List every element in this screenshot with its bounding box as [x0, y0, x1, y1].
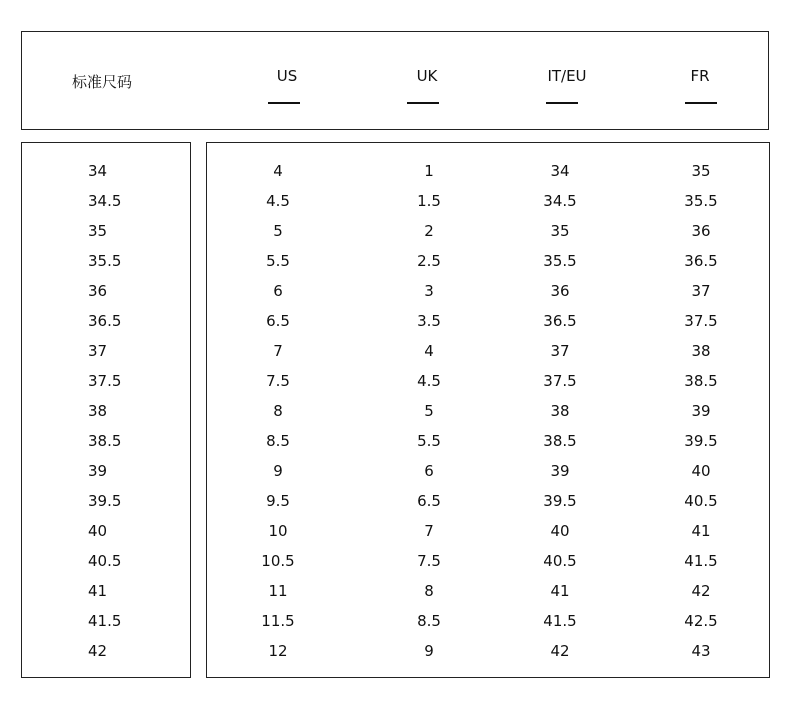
- cell-uk: 5.5: [417, 432, 441, 450]
- cell-us: 11: [268, 582, 288, 600]
- cell-uk: 6: [424, 462, 434, 480]
- cell-uk: 8.5: [417, 612, 441, 630]
- cell-fr: 42: [691, 582, 711, 600]
- cell-uk: 9: [424, 642, 434, 660]
- cell-it-eu: 35: [550, 222, 570, 240]
- cell-uk: 4.5: [417, 372, 441, 390]
- cell-it-eu: 38: [550, 402, 570, 420]
- cell-fr: 43: [691, 642, 711, 660]
- cell-uk: 8: [424, 582, 434, 600]
- cell-uk: 7.5: [417, 552, 441, 570]
- column-header-us-underline: [268, 102, 300, 104]
- cell-us: 12: [268, 642, 288, 660]
- cell-fr: 35.5: [684, 192, 718, 210]
- cell-standard-size: 40.5: [88, 552, 122, 570]
- column-header-fr: FR: [690, 67, 710, 85]
- cell-us: 4.5: [266, 192, 290, 210]
- cell-standard-size: 38.5: [88, 432, 122, 450]
- cell-it-eu: 40: [550, 522, 570, 540]
- cell-us: 8.5: [266, 432, 290, 450]
- cell-it-eu: 34: [550, 162, 570, 180]
- cell-standard-size: 38: [88, 402, 108, 420]
- cell-us: 11.5: [261, 612, 295, 630]
- cell-uk: 4: [424, 342, 434, 360]
- cell-it-eu: 34.5: [543, 192, 577, 210]
- cell-uk: 1.5: [417, 192, 441, 210]
- cell-fr: 41.5: [684, 552, 718, 570]
- cell-us: 10.5: [261, 552, 295, 570]
- size-chart-header: [21, 31, 769, 130]
- column-header-fr-underline: [685, 102, 717, 104]
- cell-it-eu: 39: [550, 462, 570, 480]
- cell-uk: 6.5: [417, 492, 441, 510]
- cell-it-eu: 39.5: [543, 492, 577, 510]
- cell-us: 6.5: [266, 312, 290, 330]
- cell-fr: 39.5: [684, 432, 718, 450]
- cell-standard-size: 34.5: [88, 192, 122, 210]
- cell-standard-size: 41: [88, 582, 108, 600]
- cell-fr: 36.5: [684, 252, 718, 270]
- cell-standard-size: 35: [88, 222, 108, 240]
- cell-us: 6: [273, 282, 283, 300]
- column-header-uk-underline: [407, 102, 439, 104]
- cell-uk: 1: [424, 162, 434, 180]
- cell-us: 7.5: [266, 372, 290, 390]
- cell-uk: 2: [424, 222, 434, 240]
- cell-us: 5: [273, 222, 283, 240]
- cell-us: 10: [268, 522, 288, 540]
- cell-standard-size: 36: [88, 282, 108, 300]
- cell-standard-size: 37: [88, 342, 108, 360]
- standard-size-header: 标准尺码: [72, 73, 133, 91]
- cell-it-eu: 35.5: [543, 252, 577, 270]
- cell-fr: 37.5: [684, 312, 718, 330]
- cell-uk: 2.5: [417, 252, 441, 270]
- cell-fr: 40: [691, 462, 711, 480]
- cell-us: 9: [273, 462, 283, 480]
- size-conversion-table: [206, 142, 770, 678]
- cell-standard-size: 36.5: [88, 312, 122, 330]
- cell-standard-size: 41.5: [88, 612, 122, 630]
- cell-us: 9.5: [266, 492, 290, 510]
- cell-us: 5.5: [266, 252, 290, 270]
- cell-us: 4: [273, 162, 283, 180]
- cell-fr: 35: [691, 162, 711, 180]
- cell-standard-size: 39: [88, 462, 108, 480]
- cell-standard-size: 40: [88, 522, 108, 540]
- cell-it-eu: 41.5: [543, 612, 577, 630]
- cell-standard-size: 42: [88, 642, 108, 660]
- cell-fr: 42.5: [684, 612, 718, 630]
- cell-us: 8: [273, 402, 283, 420]
- cell-it-eu: 40.5: [543, 552, 577, 570]
- cell-uk: 3.5: [417, 312, 441, 330]
- cell-fr: 41: [691, 522, 711, 540]
- cell-fr: 40.5: [684, 492, 718, 510]
- cell-fr: 37: [691, 282, 711, 300]
- cell-it-eu: 36: [550, 282, 570, 300]
- cell-it-eu: 41: [550, 582, 570, 600]
- cell-standard-size: 39.5: [88, 492, 122, 510]
- cell-it-eu: 37: [550, 342, 570, 360]
- cell-fr: 38.5: [684, 372, 718, 390]
- cell-fr: 36: [691, 222, 711, 240]
- cell-it-eu: 37.5: [543, 372, 577, 390]
- column-header-it-eu: IT/EU: [547, 67, 587, 85]
- column-header-uk: UK: [416, 67, 438, 85]
- cell-uk: 5: [424, 402, 434, 420]
- column-header-it-eu-underline: [546, 102, 578, 104]
- cell-fr: 38: [691, 342, 711, 360]
- cell-it-eu: 36.5: [543, 312, 577, 330]
- cell-uk: 3: [424, 282, 434, 300]
- cell-us: 7: [273, 342, 283, 360]
- standard-size-column: [21, 142, 191, 678]
- cell-it-eu: 38.5: [543, 432, 577, 450]
- cell-it-eu: 42: [550, 642, 570, 660]
- cell-standard-size: 34: [88, 162, 108, 180]
- cell-standard-size: 35.5: [88, 252, 122, 270]
- cell-standard-size: 37.5: [88, 372, 122, 390]
- cell-fr: 39: [691, 402, 711, 420]
- cell-uk: 7: [424, 522, 434, 540]
- column-header-us: US: [276, 67, 298, 85]
